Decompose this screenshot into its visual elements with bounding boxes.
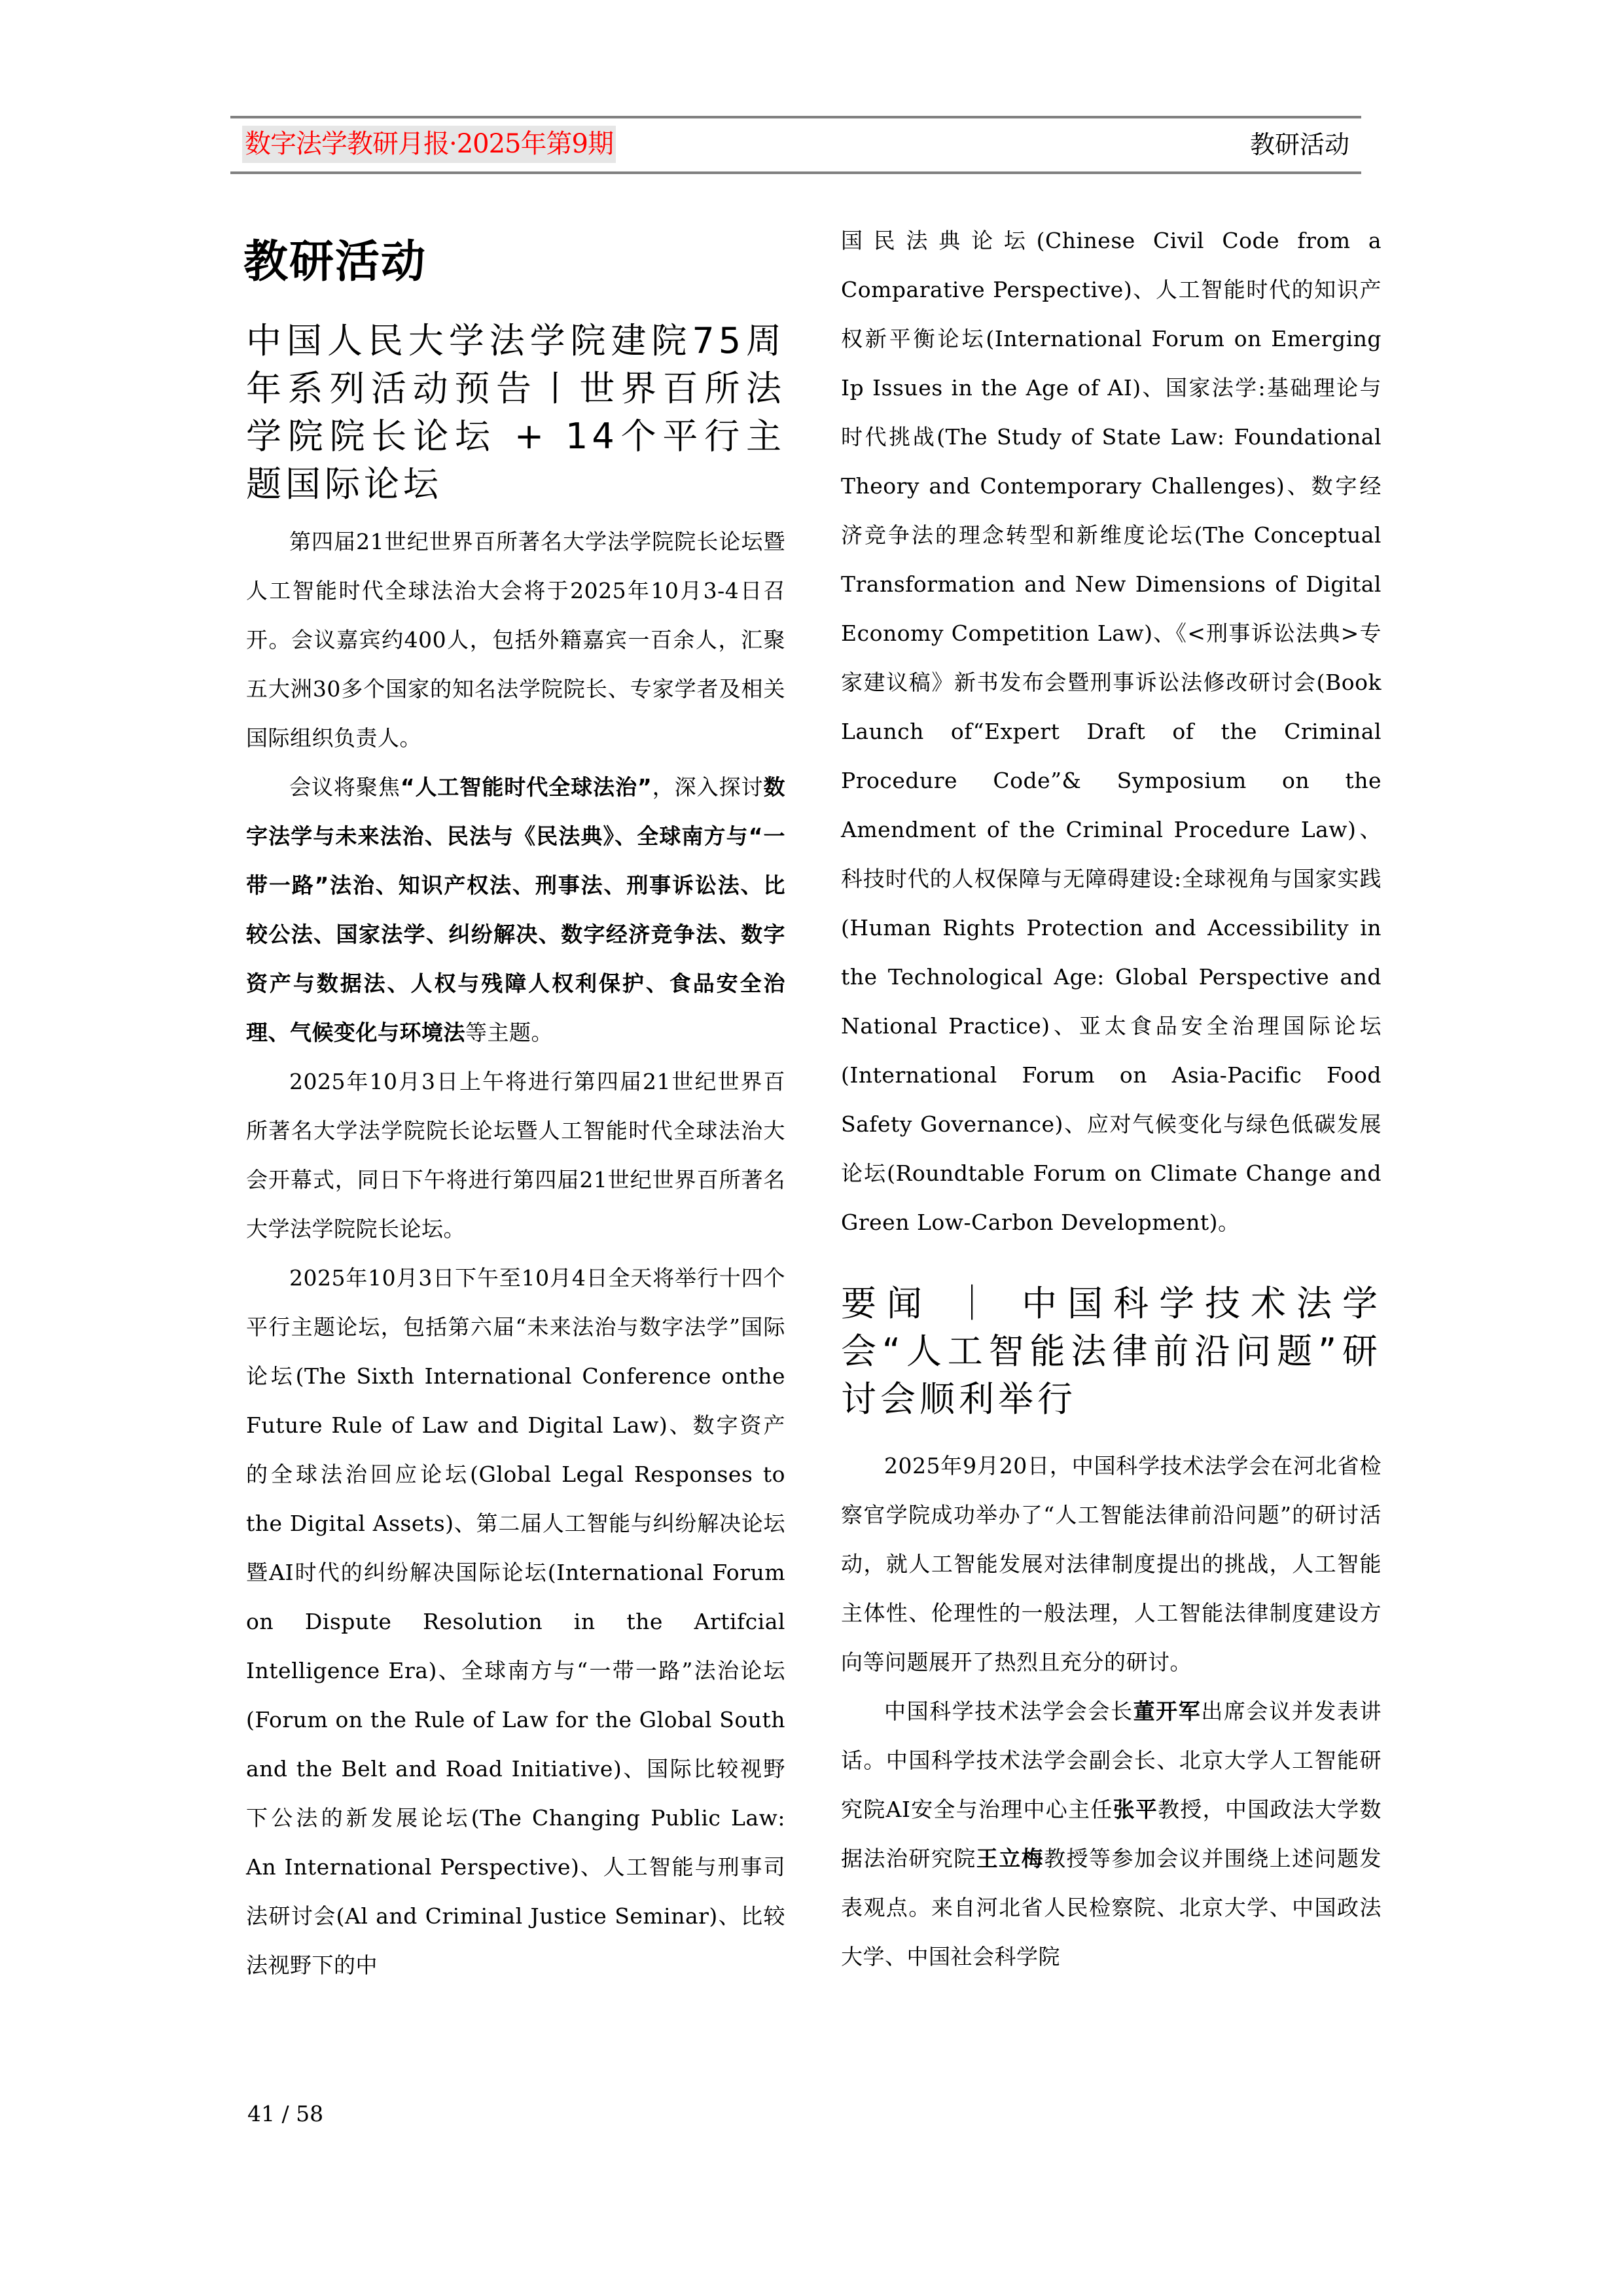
paragraph — [246, 762, 785, 1057]
text-run: 中国科学技术法学会会长 — [884, 1698, 1133, 1724]
person-name: 张平 — [1113, 1797, 1158, 1822]
text-run: 会议将聚焦 — [289, 774, 401, 800]
paragraph: 2025年9月20日，中国科学技术法学会在河北省检察官学院成功举办了“人工智能法律前沿问题”的研讨活动，就人工智能发展对法律制度提出的挑战，人工智能主体性、伦理性的一般法理，人工智能法律制度建设方向等问题展开了热烈且充分的研讨。 — [841, 1453, 1382, 1675]
article-title: 中国人民大学法学院建院75周年系列活动预告丨世界百所法学院院长论坛 + 14个平行主题国际论坛 — [246, 320, 785, 505]
emphasis-text: 数字法学与未来法治、民法与《民法典》、全球南方与“一带一路”法治、知识产权法、刑事法、刑事诉讼法、比较公法、国家法学、纠纷解决、数字经济竞争法、数字资产与数据法、人权与残障人权利保护、食品安全治理、气候变化与环境法 — [246, 774, 786, 1045]
text-run: 出席会议并发表讲话。中国科学技术法学会副会长、北京大学人工智能研究院AI安全与治理中心主任 — [841, 1698, 1382, 1822]
header-rule-bottom — [230, 171, 1361, 174]
running-section-title: 教研活动 — [1249, 130, 1349, 159]
page-number: 41 / 58 — [247, 2101, 324, 2126]
section-title: 教研活动 — [243, 236, 427, 288]
paragraph: 第四届21世纪世界百所著名大学法学院院长论坛暨人工智能时代全球法治大会将于2025年10月3-4日召开。会议嘉宾约400人，包括外籍嘉宾一百余人，汇聚五大洲30多个国家的知名法学院院长、专家学者及相关国际组织负责人。 — [246, 529, 785, 751]
paragraph-continued: 国民法典论坛(Chinese Civil Code from a Comparative Perspective)、人工智能时代的知识产权新平衡论坛(International Forum on Emerging Ip Issues in the Age of AI)、国家法学:基础理论与时代挑战(The Study of State Law: Foundational Theory and Contemporary Challenges)、数字经济竞争法的理念转型和新维度论坛(The Conceptual Transformation and New Dimensions of Digital Economy Competition Law)、《<刑事诉讼法典>专家建议稿》新书发布会暨刑事诉讼法修改研讨会(Book Launch of“Expert Draft of the Criminal Procedure Code”& Symposium on the Amendment of the Criminal Procedure Law)、科技时代的人权保障与无障碍建设:全球视角与国家实践(Human Rights Protection and Accessibility in the Technological Age: Global Perspective and National Practice)、亚太食品安全治理国际论坛(International Forum on Asia-Pacific Food Safety Governance)、应对气候变化与绿色低碳发展论坛(Roundtable Forum on Climate Change and Green Low-Carbon Development)。 — [841, 228, 1382, 1235]
text-run: ，深入探讨 — [652, 774, 764, 800]
paragraph — [841, 1687, 1382, 1981]
text-run: 教授，中国政法大学数据法治研究院 — [841, 1797, 1382, 1871]
left-column — [243, 209, 786, 1990]
journal-title: 数字法学教研月报·2025年第9期 — [242, 126, 616, 163]
text-run: 等主题。 — [465, 1020, 553, 1045]
text-run: 教授等参加会议并围绕上述问题发表观点。来自河北省人民检察院、北京大学、中国政法大学、中国社会科学院 — [841, 1846, 1382, 1969]
header-rule-top — [230, 116, 1361, 118]
emphasis-text: “人工智能时代全球法治” — [400, 774, 652, 800]
article-title: 要闻 ｜ 中国科学技术法学会“人工智能法律前沿问题”研讨会顺利举行 — [841, 1283, 1382, 1420]
paragraph: 2025年10月3日上午将进行第四届21世纪世界百所著名大学法学院院长论坛暨人工智能时代全球法治大会开幕式，同日下午将进行第四届21世纪世界百所著名大学法学院院长论坛。 — [246, 1069, 785, 1242]
person-name: 董开军 — [1133, 1698, 1202, 1724]
person-name: 王立梅 — [976, 1846, 1044, 1871]
paragraph: 2025年10月3日下午至10月4日全天将举行十四个平行主题论坛，包括第六届“未来法治与数字法学”国际论坛(The Sixth International Conference onthe Future Rule of Law and Digital Law)、数字资产的全球法治回应论坛(Global Legal Responses to the Digital Assets)、第二届人工智能与纠纷解决论坛暨AI时代的纠纷解决国际论坛(International Forum on Dispute Resolution in the Artifcial Intelligence Era)、全球南方与“一带一路”法治论坛(Forum on the Rule of Law for the Global South and the Belt and Road Initiative)、国际比较视野下公法的新发展论坛(The Changing Public Law: An International Perspective)、人工智能与刑事司法研讨会(Al and Criminal Justice Seminar)、比较法视野下的中 — [246, 1265, 785, 1978]
right-column — [841, 216, 1382, 1981]
